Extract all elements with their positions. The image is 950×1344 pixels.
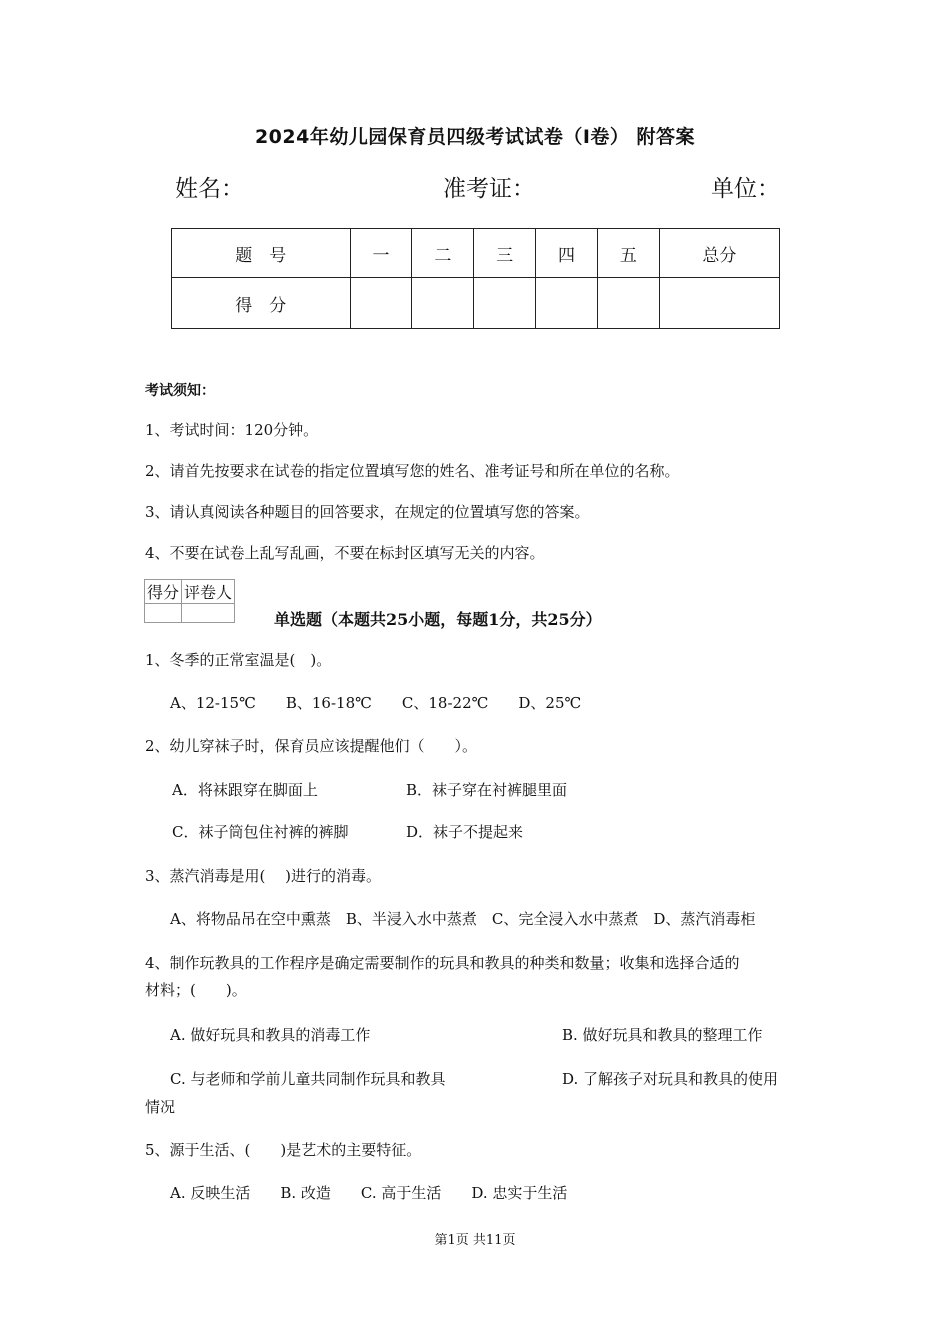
grader-name-cell[interactable]	[182, 604, 235, 623]
question-2-option-c: C．袜子筒包住衬裤的裤脚	[172, 823, 349, 841]
grader-name-label: 评卷人	[182, 580, 235, 604]
grader-box	[144, 579, 235, 623]
page-title: 2024年幼儿园保育员四级考试试卷（I卷） 附答案	[254, 126, 696, 148]
notice-item: 1、考试时间：120分钟。	[145, 421, 319, 439]
question-1-options: A、12-15℃ B、16-18℃ C、18-22℃ D、25℃	[170, 694, 582, 712]
question-3-options: A、将物品吊在空中熏蒸 B、半浸入水中蒸煮 C、完全浸入水中蒸煮 D、蒸汽消毒柜	[170, 910, 756, 928]
score-input-cell[interactable]	[350, 278, 412, 329]
table-row	[172, 278, 780, 329]
table-cell: 四	[536, 229, 598, 278]
question-5-options: A. 反映生活 B. 改造 C. 高于生活 D. 忠实于生活	[170, 1184, 568, 1202]
question-4: 4、制作玩教具的工作程序是确定需要制作的玩具和教具的种类和数量；收集和选择合适的	[145, 954, 740, 972]
table-cell: 三	[474, 229, 536, 278]
unit-label: 单位：	[711, 176, 780, 202]
grader-score-label: 得分	[145, 580, 182, 604]
question-4-option-c: C. 与老师和学前儿童共同制作玩具和教具	[170, 1070, 446, 1088]
table-cell: 得 分	[172, 278, 351, 329]
question-3: 3、蒸汽消毒是用( )进行的消毒。	[145, 867, 382, 885]
question-4-cont: 材料；( )。	[145, 981, 247, 999]
question-1: 1、冬季的正常室温是( )。	[145, 651, 332, 669]
question-2: 2、幼儿穿袜子时，保育员应该提醒他们（ ）。	[145, 737, 478, 755]
question-4-option-d-cont: 情况	[145, 1098, 176, 1116]
page-footer: 第1页 共11页	[434, 1233, 516, 1248]
question-4-option-b: B. 做好玩具和教具的整理工作	[562, 1026, 763, 1044]
notice-item: 3、请认真阅读各种题目的回答要求，在规定的位置填写您的答案。	[145, 503, 590, 521]
score-input-cell[interactable]	[536, 278, 598, 329]
exam-id-label: 准考证：	[443, 176, 535, 202]
score-input-cell[interactable]	[474, 278, 536, 329]
table-cell: 五	[597, 229, 659, 278]
score-input-cell[interactable]	[597, 278, 659, 329]
question-4-option-a: A. 做好玩具和教具的消毒工作	[170, 1026, 371, 1044]
table-cell: 总分	[659, 229, 779, 278]
question-2-option-a: A．将袜跟穿在脚面上	[172, 781, 318, 799]
table-row	[172, 229, 780, 278]
name-label: 姓名：	[175, 176, 244, 202]
grader-score-cell[interactable]	[145, 604, 182, 623]
table-cell: 二	[412, 229, 474, 278]
score-table	[171, 228, 780, 329]
notice-item: 4、不要在试卷上乱写乱画，不要在标封区填写无关的内容。	[145, 544, 545, 562]
notice-heading: 考试须知：	[145, 383, 215, 399]
question-2-option-b: B．袜子穿在衬裤腿里面	[406, 781, 568, 799]
question-5: 5、源于生活、( )是艺术的主要特征。	[145, 1141, 422, 1159]
score-input-cell[interactable]	[659, 278, 779, 329]
table-cell: 一	[350, 229, 412, 278]
score-input-cell[interactable]	[412, 278, 474, 329]
section-title: 单选题（本题共25小题，每题1分，共25分）	[274, 610, 602, 629]
table-cell: 题 号	[172, 229, 351, 278]
question-4-option-d: D. 了解孩子对玩具和教具的使用	[562, 1070, 779, 1088]
notice-item: 2、请首先按要求在试卷的指定位置填写您的姓名、准考证号和所在单位的名称。	[145, 462, 680, 480]
question-2-option-d: D．袜子不提起来	[406, 823, 524, 841]
